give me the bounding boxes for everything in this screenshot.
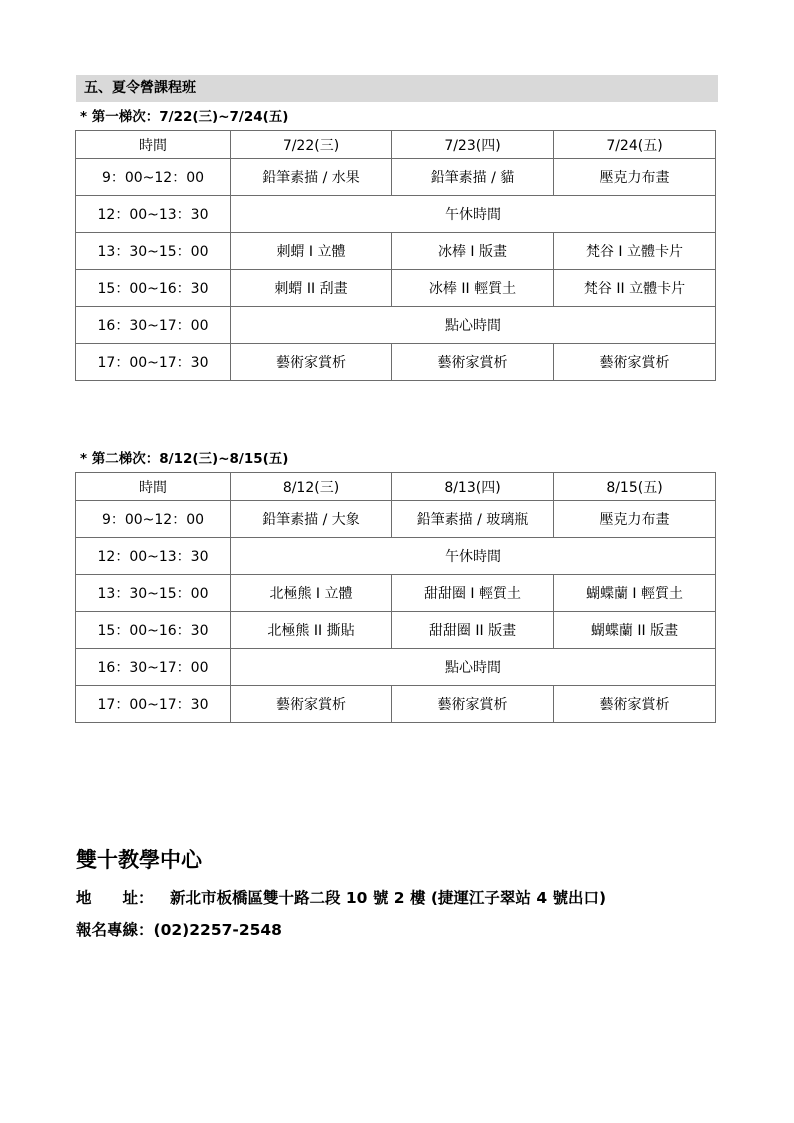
- break-cell: 午休時間: [231, 538, 716, 575]
- table-row: [76, 159, 716, 196]
- course-cell: 鉛筆素描 / 大象: [231, 501, 392, 538]
- course-cell: 鉛筆素描 / 玻璃瓶: [392, 501, 554, 538]
- header-date-cell: 7/23(四): [392, 131, 554, 159]
- batch-2-title: * 第二梯次：8/12(三)~8/15(五): [80, 451, 289, 467]
- course-cell: 藝術家賞析: [231, 344, 392, 381]
- course-cell: 甜甜圈 II 版畫: [392, 612, 554, 649]
- course-cell: 鉛筆素描 / 貓: [392, 159, 554, 196]
- time-slot-cell: 16：30~17：00: [76, 649, 231, 686]
- header-date-cell: 8/13(四): [392, 473, 554, 501]
- time-slot-cell: 13：30~15：00: [76, 233, 231, 270]
- break-cell: 點心時間: [231, 649, 716, 686]
- address-label: 地 址：: [76, 889, 154, 907]
- course-cell: 梵谷 II 立體卡片: [554, 270, 716, 307]
- course-cell: 刺蝟 II 刮畫: [231, 270, 392, 307]
- center-name: 雙十教學中心: [76, 848, 202, 872]
- schedule-table-batch-1: [75, 130, 716, 381]
- course-cell: 壓克力布畫: [554, 159, 716, 196]
- phone-line: [76, 919, 282, 941]
- course-cell: 藝術家賞析: [554, 686, 716, 723]
- phone-value: (02)2257-2548: [153, 921, 282, 939]
- course-cell: 北極熊 II 撕貼: [231, 612, 392, 649]
- time-slot-cell: 12：00~13：30: [76, 196, 231, 233]
- course-cell: 藝術家賞析: [231, 686, 392, 723]
- course-cell: 冰棒 I 版畫: [392, 233, 554, 270]
- table-row: [76, 538, 716, 575]
- table-row: [76, 233, 716, 270]
- course-cell: 梵谷 I 立體卡片: [554, 233, 716, 270]
- table-row: [76, 307, 716, 344]
- header-time-cell: 時間: [76, 473, 231, 501]
- table-header-row: [76, 473, 716, 501]
- time-slot-cell: 16：30~17：00: [76, 307, 231, 344]
- batch-1-title: * 第一梯次：7/22(三)~7/24(五): [80, 109, 289, 125]
- table-row: [76, 344, 716, 381]
- time-slot-cell: 17：00~17：30: [76, 686, 231, 723]
- table-row: [76, 196, 716, 233]
- course-cell: 北極熊 I 立體: [231, 575, 392, 612]
- header-date-cell: 8/15(五): [554, 473, 716, 501]
- break-cell: 午休時間: [231, 196, 716, 233]
- time-slot-cell: 15：00~16：30: [76, 612, 231, 649]
- course-cell: 刺蝟 I 立體: [231, 233, 392, 270]
- table-header-row: [76, 131, 716, 159]
- table-row: [76, 686, 716, 723]
- course-cell: 蝴蝶蘭 I 輕質土: [554, 575, 716, 612]
- course-cell: 藝術家賞析: [554, 344, 716, 381]
- section-title: 五、夏令營課程班: [76, 75, 718, 102]
- time-slot-cell: 15：00~16：30: [76, 270, 231, 307]
- phone-label: 報名專線：: [76, 921, 154, 939]
- course-cell: 藝術家賞析: [392, 686, 554, 723]
- time-slot-cell: 9：00~12：00: [76, 159, 231, 196]
- table-row: [76, 501, 716, 538]
- time-slot-cell: 17：00~17：30: [76, 344, 231, 381]
- header-date-cell: 7/22(三): [231, 131, 392, 159]
- table-row: [76, 575, 716, 612]
- course-cell: 壓克力布畫: [554, 501, 716, 538]
- schedule-table-batch-2: [75, 472, 716, 723]
- course-cell: 甜甜圈 I 輕質土: [392, 575, 554, 612]
- course-cell: 蝴蝶蘭 II 版畫: [554, 612, 716, 649]
- address-value: 新北市板橋區雙十路二段 10 號 2 樓 (捷運江子翠站 4 號出口): [170, 889, 607, 907]
- time-slot-cell: 9：00~12：00: [76, 501, 231, 538]
- header-time-cell: 時間: [76, 131, 231, 159]
- course-cell: 鉛筆素描 / 水果: [231, 159, 392, 196]
- break-cell: 點心時間: [231, 307, 716, 344]
- course-cell: 冰棒 II 輕質土: [392, 270, 554, 307]
- address-line: [76, 887, 606, 909]
- time-slot-cell: 12：00~13：30: [76, 538, 231, 575]
- header-date-cell: 8/12(三): [231, 473, 392, 501]
- time-slot-cell: 13：30~15：00: [76, 575, 231, 612]
- table-row: [76, 649, 716, 686]
- table-row: [76, 612, 716, 649]
- course-cell: 藝術家賞析: [392, 344, 554, 381]
- table-row: [76, 270, 716, 307]
- header-date-cell: 7/24(五): [554, 131, 716, 159]
